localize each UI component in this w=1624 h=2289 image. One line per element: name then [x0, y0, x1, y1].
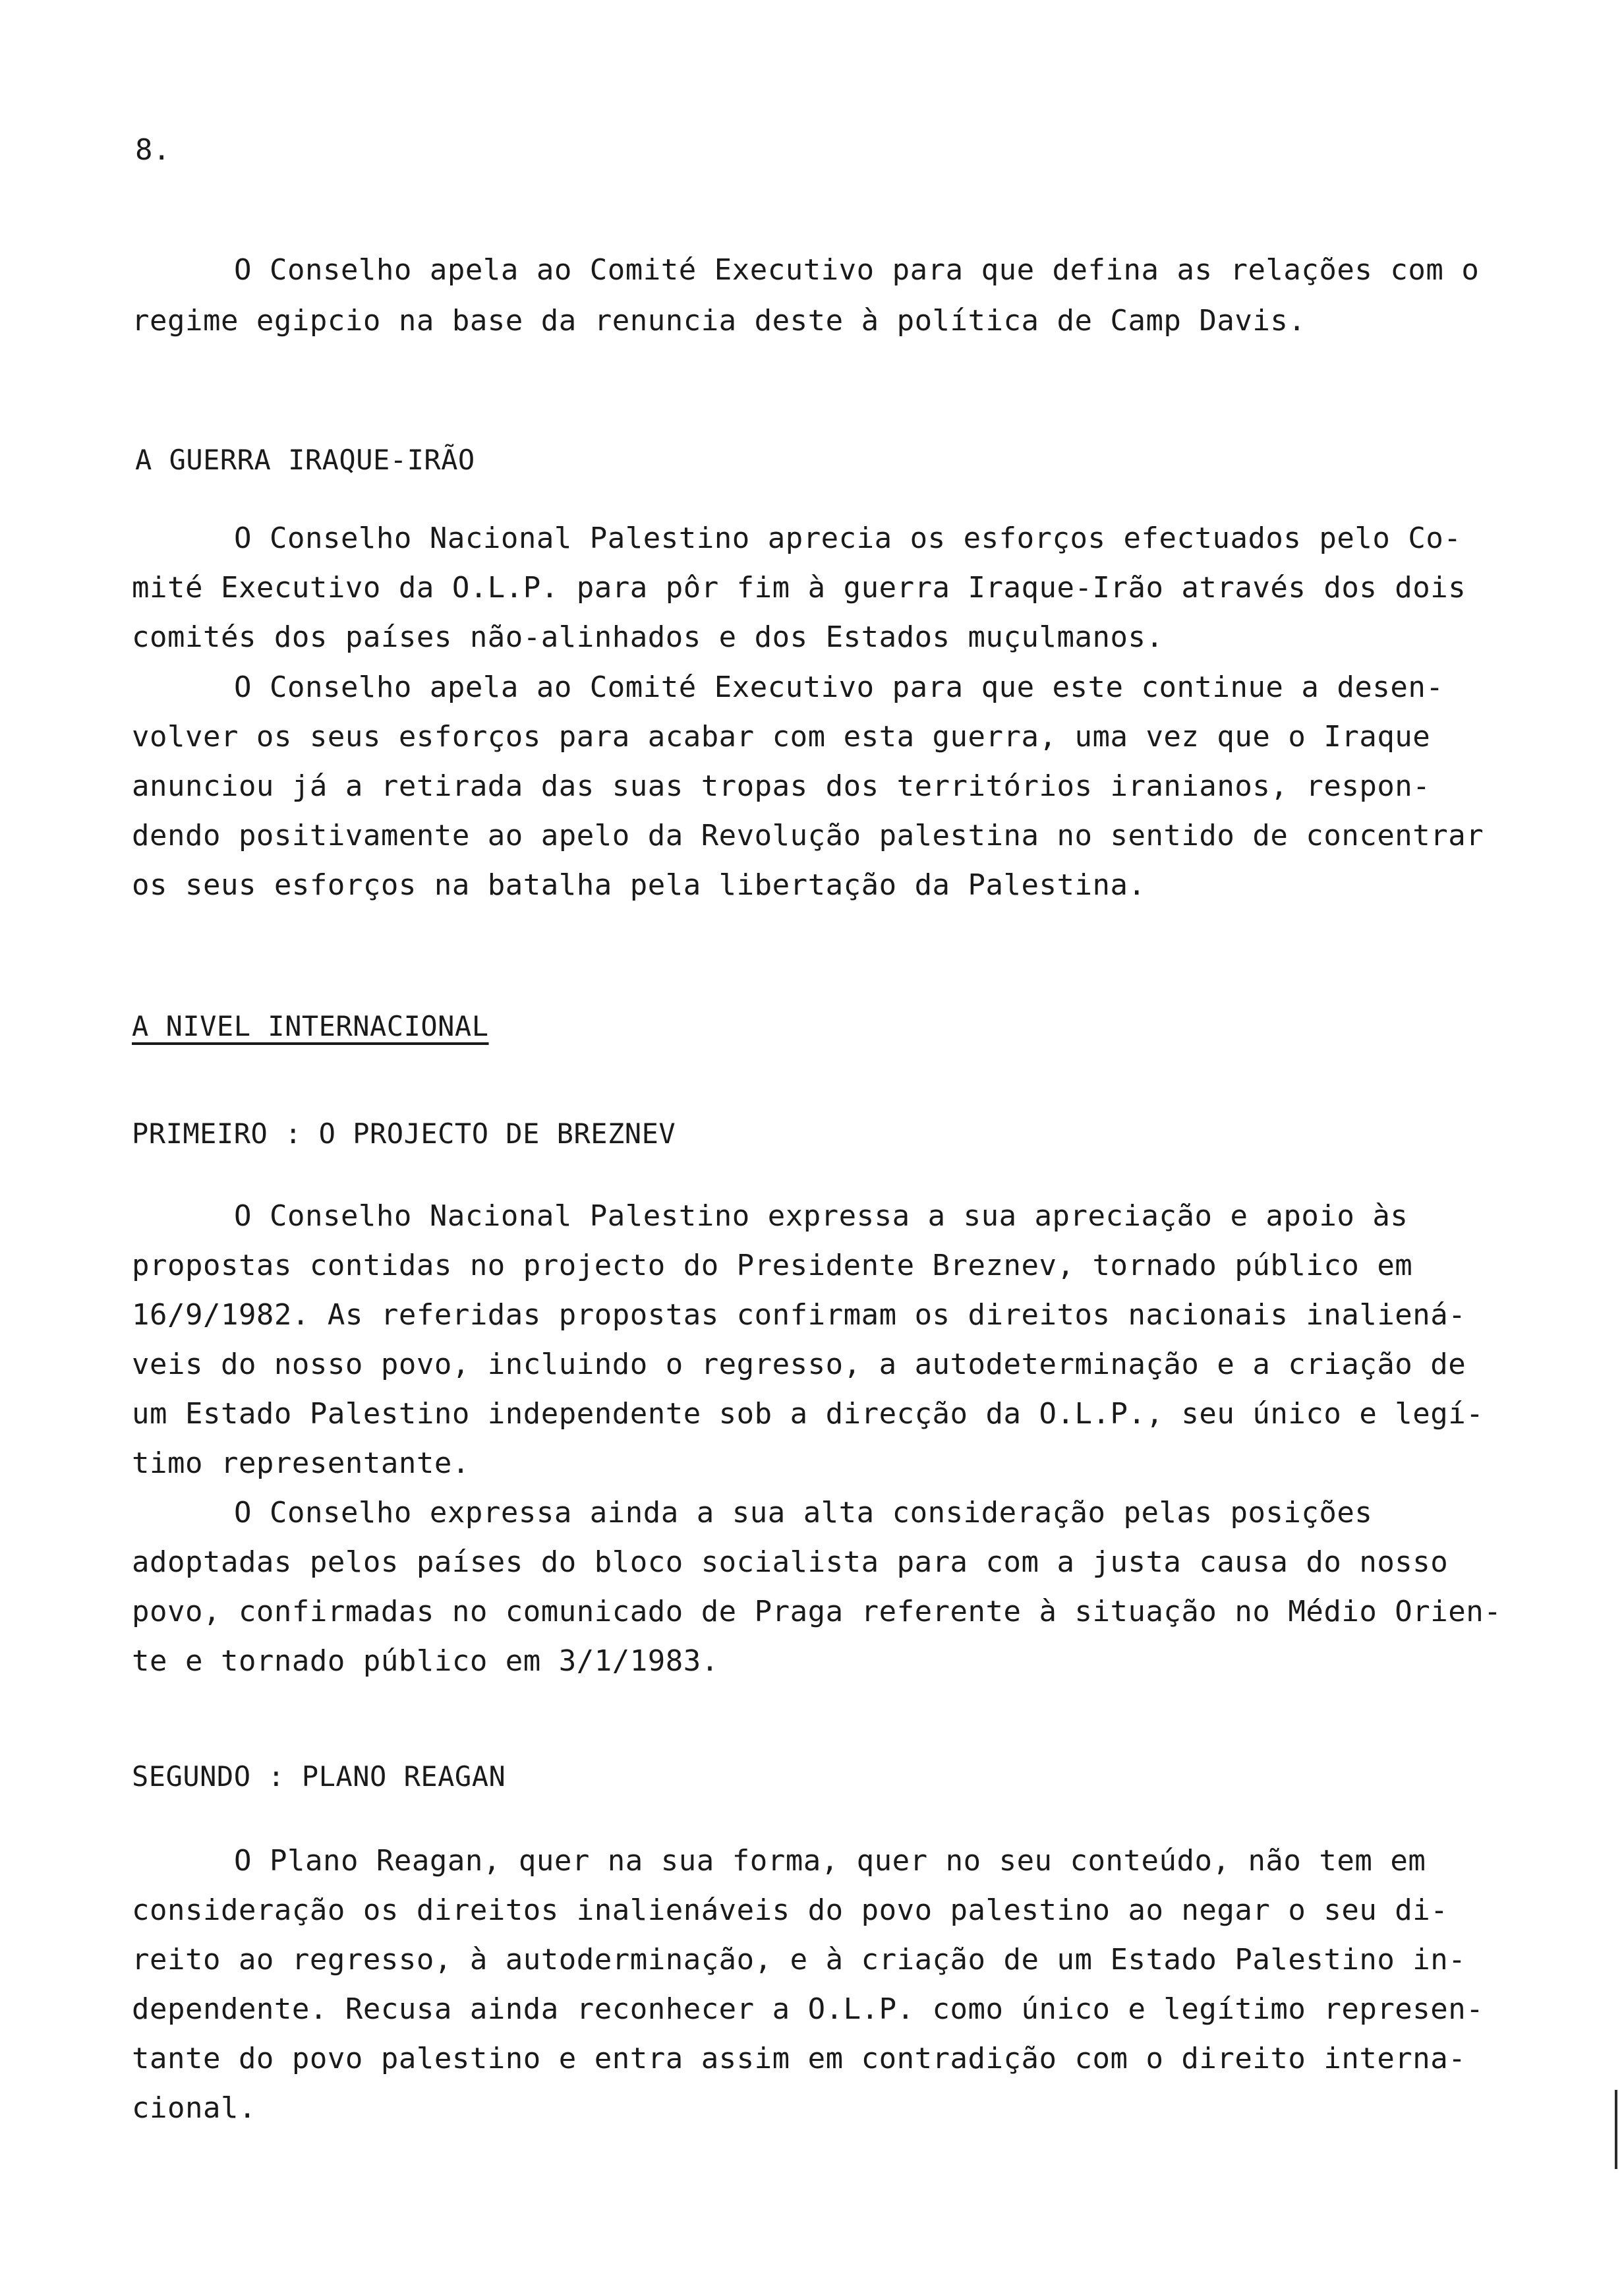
page-number: 8. [135, 133, 171, 167]
paragraph-line: povo, confirmadas no comunicado de Praga referente à situação no Médio Orien- [132, 1595, 1502, 1628]
paragraph-line: consideração os direitos inalienáveis do povo palestino ao negar o seu di- [132, 1893, 1449, 1927]
section-heading-iraq-iran: A GUERRA IRAQUE-IRÃO [135, 444, 475, 476]
paragraph-line: O Conselho Nacional Palestino expressa a sua apreciação e apoio às [234, 1199, 1408, 1233]
paragraph-line: mité Executivo da O.L.P. para pôr fim à guerra Iraque-Irão através dos dois [132, 571, 1466, 605]
paragraph-line: comités dos países não-alinhados e dos Estados muçulmanos. [132, 620, 1164, 654]
paragraph-line: reito ao regresso, à autoderminação, e à criação de um Estado Palestino in- [132, 1943, 1466, 1977]
paragraph-line: dependente. Recusa ainda reconhecer a O.L.P. como único e legítimo represen- [132, 1992, 1484, 2026]
section-heading-international: A NIVEL INTERNACIONAL [132, 1010, 489, 1042]
scan-edge-mark [1615, 2090, 1617, 2169]
paragraph-line: tante do povo palestino e entra assim em contradição com o direito interna- [132, 2042, 1466, 2075]
paragraph-line: O Plano Reagan, quer na sua forma, quer no seu conteúdo, não tem em [234, 1844, 1426, 1878]
paragraph-line: timo representante. [132, 1446, 470, 1480]
paragraph-line: O Conselho apela ao Comité Executivo para que este continue a desen- [234, 670, 1444, 704]
paragraph-line: volver os seus esforços para acabar com esta guerra, uma vez que o Iraque [132, 720, 1431, 754]
paragraph-line: te e tornado público em 3/1/1983. [132, 1644, 719, 1678]
paragraph-line: propostas contidas no projecto do Presidente Breznev, tornado público em [132, 1249, 1413, 1282]
subsection-heading-breznev: PRIMEIRO : O PROJECTO DE BREZNEV [132, 1117, 676, 1150]
paragraph-line: O Conselho apela ao Comité Executivo para que defina as relações com o [234, 253, 1480, 287]
paragraph-line: anunciou já a retirada das suas tropas dos territórios iranianos, respon- [132, 769, 1431, 803]
paragraph-line: cional. [132, 2091, 256, 2125]
paragraph-line: adoptadas pelos países do bloco socialista para com a justa causa do nosso [132, 1545, 1449, 1579]
paragraph-line: O Conselho expressa ainda a sua alta consideração pelas posições [234, 1496, 1373, 1530]
paragraph-line: 16/9/1982. As referidas propostas confirmam os direitos nacionais inaliená- [132, 1298, 1466, 1332]
paragraph-line: um Estado Palestino independente sob a direcção da O.L.P., seu único e legí- [132, 1397, 1484, 1431]
paragraph-line: O Conselho Nacional Palestino aprecia os esforços efectuados pelo Co- [234, 521, 1462, 555]
subsection-heading-reagan: SEGUNDO : PLANO REAGAN [132, 1760, 506, 1793]
paragraph-line: veis do nosso povo, incluindo o regresso, a autodeterminação e a criação de [132, 1348, 1466, 1381]
paragraph-line: regime egipcio na base da renuncia deste à política de Camp Davis. [132, 304, 1306, 338]
paragraph-line: os seus esforços na batalha pela libertação da Palestina. [132, 868, 1146, 902]
paragraph-line: dendo positivamente ao apelo da Revolução palestina no sentido de concentrar [132, 819, 1484, 852]
